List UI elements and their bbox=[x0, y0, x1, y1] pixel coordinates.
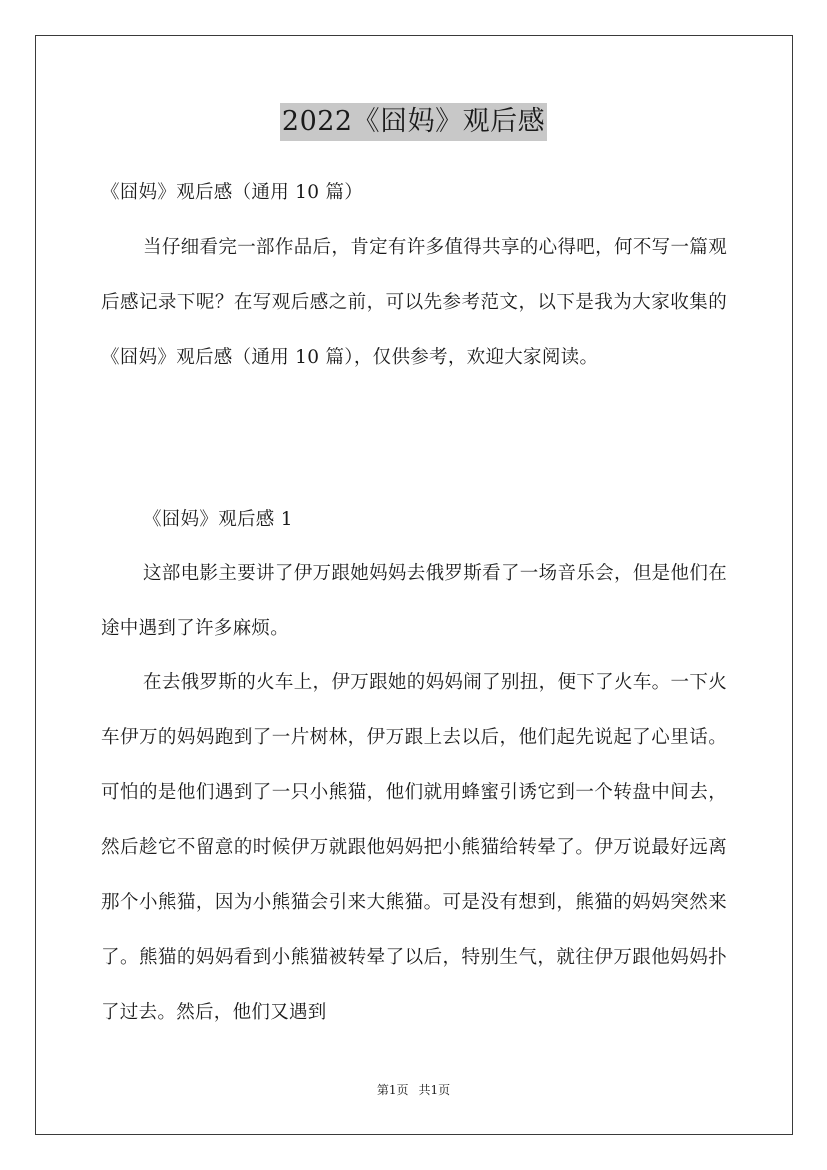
document-title: 2022《囧妈》观后感 bbox=[280, 103, 547, 141]
page-number: 第1页 bbox=[376, 1083, 409, 1097]
page-total: 共1页 bbox=[418, 1083, 451, 1097]
document-subtitle: 《囧妈》观后感（通用 10 篇） bbox=[101, 182, 364, 203]
title-container bbox=[0, 103, 827, 141]
page-footer bbox=[0, 1082, 827, 1098]
body-paragraph: 这部电影主要讲了伊万跟她妈妈去俄罗斯看了一场音乐会，但是他们在途中遇到了许多麻烦。 bbox=[101, 563, 727, 639]
section-heading: 《囧妈》观后感 1 bbox=[143, 509, 293, 530]
body-paragraph: 在去俄罗斯的火车上，伊万跟她的妈妈闹了别扭，便下了火车。一下火车伊万的妈妈跑到了一片树林，伊万跟上去以后，他们起先说起了心里话。可怕的是他们遇到了一只小熊猫，他们就用蜂蜜引诱它到一个转盘中间去，然后趁它不留意的时候伊万就跟他妈妈把小熊猫给转晕了。伊万说最好远离那个小熊猫，因为小熊猫会引来大熊猫。可是没有想到，熊猫的妈妈突然来了。熊猫的妈妈看到小熊猫被转晕了以后，特别生气，就往伊万跟他妈妈扑了过去。然后，他们又遇到 bbox=[101, 672, 727, 1023]
intro-paragraph: 当仔细看完一部作品后，肯定有许多值得共享的心得吧，何不写一篇观后感记录下呢？在写观后感之前，可以先参考范文，以下是我为大家收集的《囧妈》观后感（通用 10 篇），仅供参考，欢迎大家阅读。 bbox=[101, 237, 727, 368]
